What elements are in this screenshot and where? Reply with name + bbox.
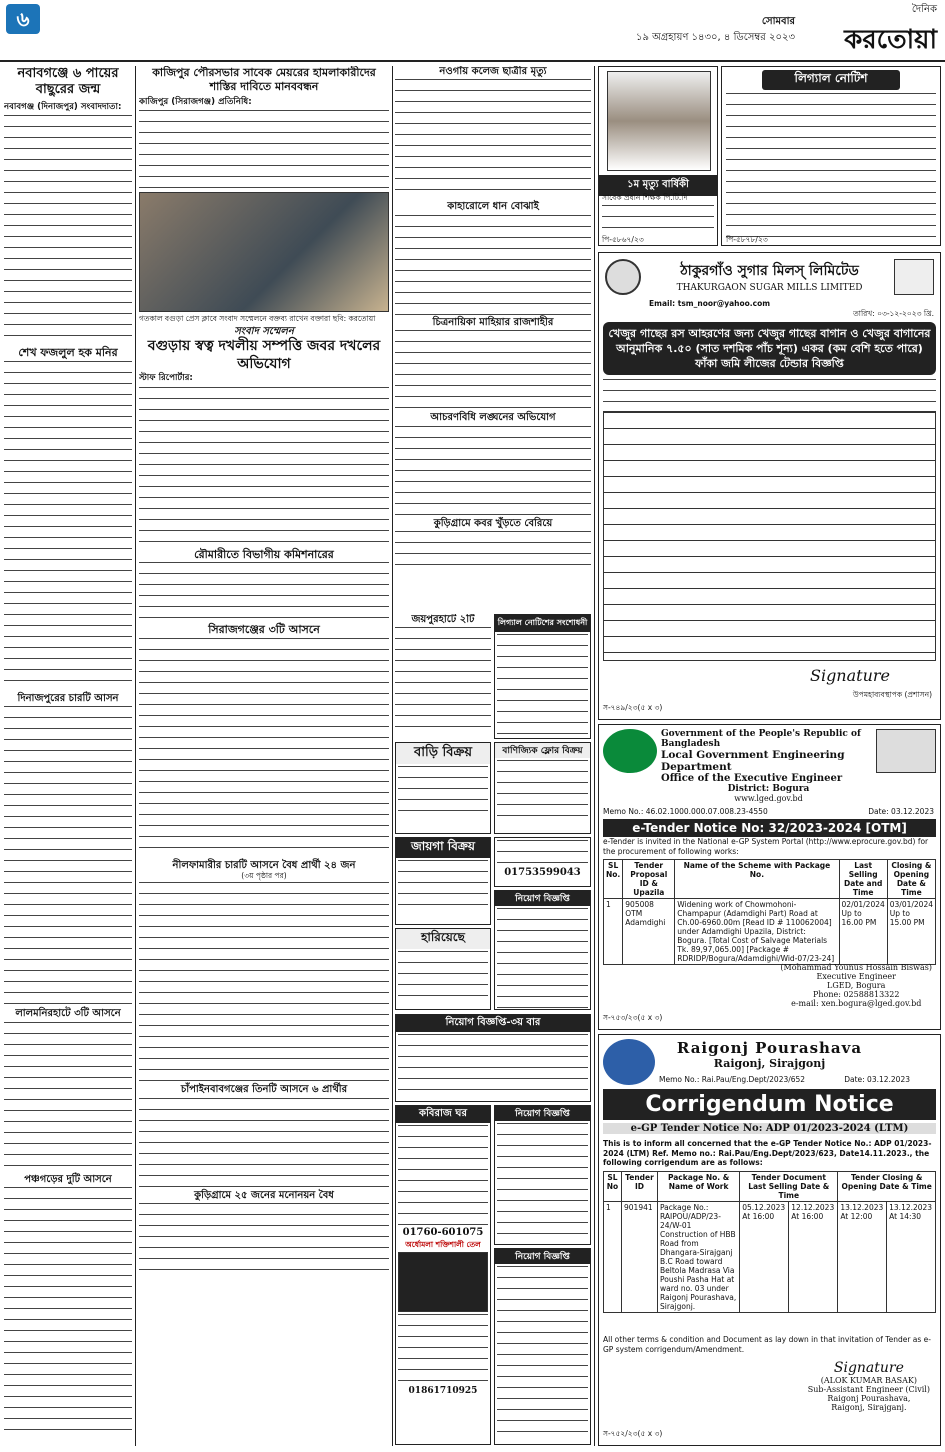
raigonj-corrigendum <box>598 1034 941 1446</box>
article-text <box>395 426 591 516</box>
ad-phone <box>494 837 591 887</box>
ad-job-1 <box>494 890 591 1010</box>
ad-text <box>497 840 588 865</box>
article-text <box>395 627 491 732</box>
article-text <box>4 706 132 1006</box>
headline-roumari: রৌমারীতে বিভাগীয় কমিশনারের <box>194 547 334 561</box>
legal-notice-box <box>721 66 941 246</box>
raigonj-sub-banner: e-GP Tender Notice No: ADP 01/2023-2024 (LTM) <box>603 1123 936 1134</box>
press-photo <box>139 192 389 312</box>
pourashava-logo <box>603 1039 655 1085</box>
headline-chapai: চাঁপাইনবাবগঞ্জের তিনটি আসনে ৬ প্রার্থীর <box>180 1084 348 1096</box>
ad-text <box>497 760 588 820</box>
headline-sirajganj: সিরাজগঞ্জের ৩টি আসনে <box>208 623 320 637</box>
tsm-title-bn: ঠাকুরগাঁও সুগার মিলস্ লিমিটেড <box>680 263 859 279</box>
tsm-logo <box>605 259 641 295</box>
masthead-name: করতোয়া <box>844 25 937 55</box>
raigonj-cell: 901941 <box>622 1202 658 1313</box>
ad-commercial-floor <box>494 742 591 834</box>
headline-naogaon: নওগাঁয় কলেজ ছাত্রীর মৃত্যু <box>439 66 547 77</box>
ad-title: নিয়োগ বিজ্ঞপ্তি <box>495 891 590 906</box>
obituary-name: সাবেক প্রধান শিক্ষক পি.টি.দি <box>602 193 688 202</box>
lged-signature-block <box>780 963 932 1008</box>
tsm-banner: খেজুর গাছের রস আহরণের জন্য খেজুর গাছের বাগান ও খেজুর বাগানের আনুমানিক ৭.৫০ (সাত দশমিক পাঁচ শূন্য) একর (কম বেশি হতে পারে) ফাঁকা জমি লীজের টেন্ডার বিজ্ঞপ্তি <box>603 322 936 375</box>
ad-land-sale <box>395 837 491 925</box>
lged-col: Last Selling Date and Time <box>839 860 887 899</box>
ad-title: নিয়োগ বিজ্ঞপ্তি <box>495 1249 590 1264</box>
ad-phone-number: 01760-601075 <box>402 1227 484 1238</box>
ad-text <box>398 951 488 1006</box>
lged-memo-date: Date: 03.12.2023 <box>868 807 934 816</box>
raigonj-col: SL No <box>604 1172 622 1202</box>
ad-text <box>398 1314 488 1384</box>
lged-signer-office: LGED, Bogura <box>827 981 886 990</box>
ad-phone-number: 01861710925 <box>408 1385 478 1396</box>
lged-col: Tender Proposal ID & Upazila <box>623 860 675 899</box>
ad-kobiraj <box>395 1105 491 1445</box>
issue-date: ১৯ অগ্রহায়ণ ১৪৩০, ৪ ডিসেম্বর ২০২৩ <box>635 32 795 43</box>
article-text <box>395 531 591 571</box>
page-number: ৬ <box>6 4 40 34</box>
raigonj-memo: Memo No.: Rai.Pau/Eng.Dept/2023/652 <box>659 1075 806 1084</box>
article-text <box>4 1187 132 1437</box>
raigonj-table <box>603 1171 936 1313</box>
continued-note: (৩য় পৃষ্ঠার পর) <box>241 870 287 880</box>
headline-joypurhat: জয়পুরহাটে ২টি <box>411 614 475 625</box>
legal-notice-title: লিগ্যাল নোটিশ <box>762 70 900 90</box>
tsm-signature: Signature <box>809 666 890 685</box>
legal-notice-ref: পি-৫৮৭৮/২৩ <box>726 235 768 244</box>
raigonj-cell: 1 <box>604 1202 622 1313</box>
headline-kurigram: কুড়িগ্রামে ২৫ জনের মনোনয়ন বৈধ <box>194 1189 334 1201</box>
lged-cell: Widening work of Chowmohoni-Champapur (Adamdighi Part) Road at Ch.00-6960.00m [Read ID # 110062004] under Adamdighi Upazila, District: Bogura. [Total Cost of Salvage Materials Tk. 89,97,065.00] [Package # RDRIDP/Bogura/Adamdighi/Wid-07/23-24] <box>675 899 839 965</box>
column-1 <box>4 66 132 1446</box>
article-text <box>395 79 591 199</box>
raigonj-col: Tender Document Last Selling Date & Time <box>740 1172 838 1202</box>
raigonj-signer-place: Raigonj, Sirajganj. <box>831 1403 907 1412</box>
headline-code-violation: আচরণবিধি লঙ্ঘনের অভিযোগ <box>430 412 556 424</box>
lged-intro: e-Tender is invited in the National e-GP System Portal (http://www.eprocure.gov.bd) for the procurement of following works: <box>603 837 929 856</box>
mujib-logo <box>894 259 934 295</box>
article-text <box>4 1022 132 1172</box>
lged-table-header <box>604 860 936 899</box>
joypurhat-story <box>395 614 491 739</box>
raigonj-signer-office: Raigonj Pourashava, <box>827 1394 911 1403</box>
ad-text <box>497 1266 588 1441</box>
lged-office: Office of the Executive Engineer <box>661 773 843 784</box>
raigonj-signature-block <box>808 1360 930 1412</box>
article-text <box>139 110 389 190</box>
ad-legal-correction <box>494 614 591 739</box>
ad-text <box>497 908 588 1008</box>
tsm-date: তারিখ: ০৩-১২-২০২৩ খ্রি. <box>853 308 934 318</box>
ad-job-4 <box>494 1248 591 1445</box>
masthead <box>844 2 937 63</box>
raigonj-cell: Package No.: RAIPOU/ADP/23-24/W-01 Construction of HBB Road from Dhangara-Sirajganj B.C Road toward Beltola Madrasa Via Poushi Pasha Hat at ward no. 03 under Raigonj Pourashava, Sirajgonj. <box>658 1202 740 1313</box>
ad-title: জায়গা বিক্রয় <box>396 838 490 858</box>
article-text <box>139 1203 389 1273</box>
raigonj-signature: Signature <box>833 1360 904 1376</box>
article-text <box>139 387 389 547</box>
subhead-dinajpur: দিনাজপুরের চারটি আসন <box>17 692 119 704</box>
lged-col: Closing & Opening Date & Time <box>887 860 935 899</box>
headline-kazipur: কাজিপুর পৌরসভার সাবেক মেয়রের হামলাকারীদের শাস্তির দাবিতে মানববন্ধন <box>152 66 376 93</box>
table-row <box>604 899 936 965</box>
ad-title: নিয়োগ বিজ্ঞপ্তি-৩য় বার <box>396 1015 590 1032</box>
article-text <box>4 361 132 691</box>
raigonj-place: Raigonj, Sirajgonj <box>713 1057 826 1070</box>
lged-cell: 03/01/2024 Up to 15.00 PM <box>887 899 935 965</box>
headline-nilphamari: নীলফামারীর চারটি আসনে বৈধ প্রার্থী ২৪ জন <box>172 859 356 871</box>
ad-job-third <box>395 1014 591 1102</box>
bangladesh-logo <box>603 729 657 773</box>
subhead-panchagarh: পঞ্চগড়ের দুটি আসনে <box>24 1173 112 1185</box>
masthead-prefix: দৈনিক <box>911 4 937 15</box>
raigonj-signer-title: Sub-Assistant Engineer (Civil) <box>807 1385 930 1394</box>
lged-col: SL No. <box>604 860 623 899</box>
lged-web: www.lged.gov.bd <box>734 794 803 803</box>
lged-table <box>603 859 936 965</box>
lged-col: Name of the Scheme with Package No. <box>675 860 839 899</box>
lged-cell: 02/01/2024 Up to 16.00 PM <box>839 899 887 965</box>
raigonj-col: Tender ID <box>622 1172 658 1202</box>
ad-phone-number: 01753599043 <box>504 867 581 878</box>
headline-mahiya: চিত্রনায়িকা মাহিয়ার রাজশাহীর <box>432 316 554 328</box>
raigonj-col: Package No. & Name of Work <box>658 1172 740 1202</box>
lged-email: e-mail: xen.bogura@lged.gov.bd <box>791 999 922 1008</box>
tsm-title-en: THAKURGAON SUGAR MILLS LIMITED <box>676 283 863 293</box>
tsm-intro-text <box>603 379 936 409</box>
column-3 <box>395 66 591 611</box>
article-text <box>4 115 132 345</box>
ad-text <box>398 766 488 816</box>
smart-bangladesh-logo <box>876 729 936 773</box>
ad-text <box>398 1125 488 1225</box>
raigonj-footer: All other terms & condition and Document as lay down in that invitation of Tender as e-GP system corrigendum/Amendment. <box>603 1335 932 1354</box>
lged-signer: (Mohammad Younus Hossain Biswas) <box>780 963 932 972</box>
obituary-photo <box>607 71 711 171</box>
obituary-label: ১ম মৃত্যু বার্ষিকী <box>599 175 717 196</box>
lged-gov: Government of the People's Republic of Bangladesh <box>661 729 861 749</box>
press-label: সংবাদ সম্মেলন <box>234 325 294 337</box>
raigonj-table-header <box>604 1172 936 1202</box>
article-text <box>139 562 389 622</box>
lged-signer-title: Executive Engineer <box>816 972 896 981</box>
lged-dept: Local Government Engineering Department <box>661 749 845 773</box>
raigonj-date: Date: 03.12.2023 <box>844 1075 910 1084</box>
lged-cell: 905008 OTM Adamdighi <box>623 899 675 965</box>
lged-memo: Memo No.: 46.02.1000.000.07.008.23-4550 <box>603 807 768 816</box>
lged-tender <box>598 724 941 1030</box>
ad-text <box>398 860 488 910</box>
article-text <box>395 215 591 315</box>
dateline: কাজিপুর (সিরাজগঞ্জ) প্রতিনিধি: <box>139 97 252 107</box>
ad-title: বাণিজ্যিক ফ্লোর বিক্রয় <box>495 743 590 758</box>
article-text <box>395 330 591 410</box>
obituary-box <box>598 66 718 246</box>
raigonj-cell: 13.12.2023 At 12:00 <box>838 1202 887 1313</box>
subhead-lalmonirhat: লালমনিরহাটে ৩টি আসনে <box>15 1008 121 1020</box>
column-2 <box>139 66 389 1446</box>
raigonj-title: Raigonj Pourashava <box>676 1039 863 1057</box>
photo-caption: গতকাল বগুড়া প্রেস ক্লাবে সংবাদ সম্মেলনে বক্তব্য রাখেন বক্তারা ছবি: করতোয়া <box>139 314 376 324</box>
raigonj-col: Tender Closing & Opening Date & Time <box>838 1172 936 1202</box>
dateline: স্টাফ রিপোর্টার: <box>139 373 193 384</box>
tsm-email: Email: tsm_noor@yahoo.com <box>649 299 771 308</box>
raigonj-cell: 12.12.2023 At 16:00 <box>789 1202 838 1313</box>
tsm-ref: স-৭৪৯/২৩(৫ x ৩) <box>603 703 663 712</box>
raigonj-signer: (ALOK KUMAR BASAK) <box>820 1376 918 1385</box>
raigonj-cell: 05.12.2023 At 16:00 <box>740 1202 789 1313</box>
ad-title: নিয়োগ বিজ্ঞপ্তি <box>495 1106 590 1121</box>
ad-lost <box>395 928 491 1010</box>
ad-text <box>398 1034 588 1099</box>
ad-text <box>497 634 588 734</box>
dateline: নবাবগঞ্জ (দিনাজপুর) সংবাদদাতা: <box>4 102 122 112</box>
ad-title: কবিরাজ ঘর <box>396 1106 490 1123</box>
raigonj-ref: স-৭৫২/২৩(৫ x ৩) <box>603 1429 663 1438</box>
raigonj-banner: Corrigendum Notice <box>603 1089 936 1120</box>
horse-image <box>398 1252 488 1312</box>
lged-notice-title: e-Tender Notice No: 32/2023-2024 [OTM] <box>603 819 936 837</box>
subhead-mona: শেখ ফজলুল হক মনির <box>18 346 118 360</box>
ad-subtitle: অর্ধোমলা শক্তিশালী তেল <box>405 1240 481 1249</box>
table-row <box>604 1202 936 1313</box>
ad-title: লিগ্যাল নোটিশের সংশোধনী <box>495 615 590 632</box>
ad-title: হারিয়েছে <box>396 929 490 949</box>
page-header <box>0 0 945 62</box>
legal-notice-text <box>726 93 936 238</box>
obituary-ref: পি-৫৮৬৭/২৩ <box>602 235 644 244</box>
headline-calf: নবাবগঞ্জে ৬ পায়ের বাছুরের জন্ম <box>17 66 119 97</box>
headline-kurigram-grave: কুড়িগ্রামে কবর খুঁড়তে বেরিয়ে <box>433 517 553 529</box>
ad-title: বাড়ি বিক্রয় <box>396 743 490 764</box>
tsm-table <box>603 411 936 661</box>
tsm-signatory: উপমহাব্যবস্থাপক (প্রশাসন) <box>852 689 932 699</box>
raigonj-intro: This is to inform all concerned that the e-GP Tender Notice No.: ADP 01/2023-2024 (LTM) Ref. Memo no.: Rai.Pau/Eng.Dept/2023/623, Date14.11.2023., the following corrigendum are as follows: <box>603 1139 932 1167</box>
raigonj-cell: 13.12.2023 At 14:30 <box>887 1202 936 1313</box>
obituary-text <box>602 205 714 235</box>
ad-job-3 <box>494 1105 591 1245</box>
ad-house-sale <box>395 742 491 834</box>
lged-district: District: Bogura <box>727 784 810 794</box>
article-text <box>139 638 389 858</box>
weekday: সোমবার <box>761 16 795 27</box>
lged-cell: 1 <box>604 899 623 965</box>
article-text <box>139 1098 389 1188</box>
headline-kaharol: কাহারোলে ধান বোঝাই <box>447 201 539 213</box>
ad-text <box>497 1123 588 1238</box>
lged-phone: Phone: 02588813322 <box>812 990 900 999</box>
article-text <box>139 882 389 1082</box>
thakurgaon-tender <box>598 252 941 720</box>
lged-ref: স-৭৫৩/২৩(৫ x ৩) <box>603 1013 663 1022</box>
headline-bogura: বগুড়ায় স্বত্ব দখলীয় সম্পত্তি জবর দখলের অভিযোগ <box>147 338 381 373</box>
